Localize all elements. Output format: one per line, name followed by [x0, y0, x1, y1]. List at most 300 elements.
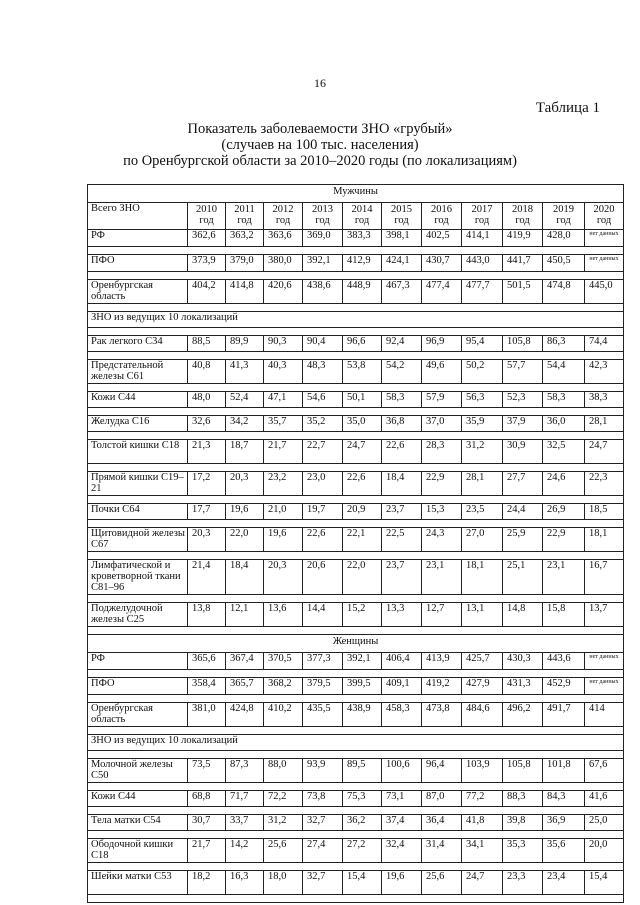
value-cell: 452,9: [543, 678, 585, 695]
value-cell: 15,4: [585, 871, 624, 895]
year-unit: год: [199, 215, 214, 226]
row-name: Прямой кишки С19–21: [88, 472, 188, 496]
row-gap-cell: [88, 520, 624, 528]
row-name: Толстой кишки С18: [88, 440, 188, 464]
value-cell: 414,1: [462, 230, 503, 247]
value-cell: 31,2: [462, 440, 503, 464]
value-cell-no-data: нет данных: [585, 678, 624, 695]
year-unit: год: [275, 215, 291, 226]
value-cell: 36,9: [543, 815, 585, 831]
value-cell: 34,2: [226, 416, 264, 432]
value-cell: 501,5: [503, 280, 543, 304]
value-cell: 431,3: [503, 678, 543, 695]
value-cell-no-data: нет данных: [585, 255, 624, 272]
row-gap: [88, 695, 624, 703]
row-name: Щитовидной железы С67: [88, 528, 188, 552]
row-gap-cell: [88, 352, 624, 360]
value-cell: 90,3: [264, 336, 303, 352]
value-cell: 73,8: [303, 791, 343, 807]
value-cell: 420,6: [264, 280, 303, 304]
title-line-1: Показатель заболеваемости ЗНО «грубый»: [187, 121, 453, 137]
year-value: 2015: [391, 204, 412, 215]
table-row: [88, 360, 624, 384]
table-body: [88, 185, 624, 903]
value-cell: 402,5: [422, 230, 462, 247]
value-cell: 12,1: [226, 603, 264, 627]
value-cell: 48,0: [188, 392, 226, 408]
row-gap-cell: [88, 831, 624, 839]
column-header-row: [88, 203, 624, 230]
table-row: [88, 472, 624, 496]
value-cell: 53,8: [343, 360, 382, 384]
value-cell: 24,7: [343, 440, 382, 464]
value-cell: 24,4: [503, 504, 543, 520]
value-cell: 22,7: [303, 440, 343, 464]
value-cell: 13,6: [264, 603, 303, 627]
value-cell: 21,4: [188, 560, 226, 595]
value-cell: 27,0: [462, 528, 503, 552]
row-gap-cell: [88, 247, 624, 255]
value-cell: 41,8: [462, 815, 503, 831]
table-row: [88, 440, 624, 464]
table-row: [88, 653, 624, 670]
table-row: [88, 791, 624, 807]
value-cell: 419,9: [503, 230, 543, 247]
value-cell: 458,3: [382, 703, 422, 727]
value-cell: 100,6: [382, 759, 422, 783]
section-title: Женщины: [88, 635, 624, 653]
row-name: Ободочной кишки С18: [88, 839, 188, 863]
value-cell: 18,4: [226, 560, 264, 595]
row-name: Лимфатической и кроветворной ткани С81–96: [88, 560, 188, 595]
value-cell: 36,8: [382, 416, 422, 432]
header-year-2016: [422, 203, 462, 230]
value-cell: 75,3: [343, 791, 382, 807]
year-unit: год: [434, 215, 449, 226]
value-cell: 14,4: [303, 603, 343, 627]
value-cell: 424,8: [226, 703, 264, 727]
year-value: 2011: [234, 204, 255, 215]
value-cell: 22,0: [226, 528, 264, 552]
value-cell: 32,5: [543, 440, 585, 464]
value-cell: 21,3: [188, 440, 226, 464]
value-cell: 36,2: [343, 815, 382, 831]
year-unit: год: [315, 215, 330, 226]
row-gap-cell: [88, 895, 624, 903]
value-cell: 27,2: [343, 839, 382, 863]
value-cell: 399,5: [343, 678, 382, 695]
value-cell: 367,4: [226, 653, 264, 670]
value-cell: 19,7: [303, 504, 343, 520]
value-cell: 33,7: [226, 815, 264, 831]
row-name: ПФО: [88, 678, 188, 695]
value-cell: 30,7: [188, 815, 226, 831]
value-cell: 430,3: [503, 653, 543, 670]
value-cell: 90,4: [303, 336, 343, 352]
value-cell: 35,7: [264, 416, 303, 432]
title-line-2: (случаев на 100 тыс. населения): [221, 137, 419, 153]
value-cell: 74,4: [585, 336, 624, 352]
table-row: [88, 336, 624, 352]
value-cell: 23,1: [543, 560, 585, 595]
value-cell: 103,9: [462, 759, 503, 783]
value-cell: 20,6: [303, 560, 343, 595]
value-cell: 71,7: [226, 791, 264, 807]
table-row: [88, 280, 624, 304]
row-gap: [88, 751, 624, 759]
value-cell: 22,9: [543, 528, 585, 552]
value-cell: 414,8: [226, 280, 264, 304]
value-cell: 18,1: [462, 560, 503, 595]
value-cell: 373,9: [188, 255, 226, 272]
value-cell: 18,0: [264, 871, 303, 895]
row-name: Предстательной железы С61: [88, 360, 188, 384]
row-name: Желудка С16: [88, 416, 188, 432]
row-gap: [88, 496, 624, 504]
value-cell: 32,7: [303, 815, 343, 831]
header-year-2020: [585, 203, 624, 230]
value-cell: 414: [585, 703, 624, 727]
value-cell: 450,5: [543, 255, 585, 272]
value-cell: 20,3: [188, 528, 226, 552]
year-value: 2014: [351, 204, 373, 215]
year-value: 2020: [593, 204, 615, 215]
value-cell: 398,1: [382, 230, 422, 247]
value-cell: 89,5: [343, 759, 382, 783]
value-cell: 73,5: [188, 759, 226, 783]
value-cell: 105,8: [503, 336, 543, 352]
row-gap-cell: [88, 863, 624, 871]
value-cell: 392,1: [303, 255, 343, 272]
row-gap: [88, 247, 624, 255]
row-gap-cell: [88, 807, 624, 815]
row-gap: [88, 552, 624, 560]
value-cell: 392,1: [343, 653, 382, 670]
value-cell: 88,0: [264, 759, 303, 783]
value-cell: 68,8: [188, 791, 226, 807]
value-cell: 87,3: [226, 759, 264, 783]
year-unit: год: [474, 215, 490, 226]
value-cell: 35,9: [462, 416, 503, 432]
subsection-title: ЗНО из ведущих 10 локализаций: [88, 312, 624, 328]
value-cell: 20,3: [226, 472, 264, 496]
value-cell: 381,0: [188, 703, 226, 727]
row-gap: [88, 384, 624, 392]
value-cell: 496,2: [503, 703, 543, 727]
table-row: [88, 392, 624, 408]
value-cell: 35,0: [343, 416, 382, 432]
section-title: Мужчины: [88, 185, 624, 203]
title-line-3: по Оренбургской области за 2010–2020 годы (по локализациям): [123, 153, 517, 169]
value-cell: 35,6: [543, 839, 585, 863]
value-cell: 89,9: [226, 336, 264, 352]
value-cell: 428,0: [543, 230, 585, 247]
row-name: Молочной железы С50: [88, 759, 188, 783]
value-cell: 484,6: [462, 703, 503, 727]
row-gap-cell: [88, 408, 624, 416]
value-cell: 377,3: [303, 653, 343, 670]
value-cell: 16,7: [585, 560, 624, 595]
row-gap-cell: [88, 304, 624, 312]
value-cell: 25,1: [503, 560, 543, 595]
value-cell: 40,8: [188, 360, 226, 384]
value-cell: 87,0: [422, 791, 462, 807]
value-cell: 18,7: [226, 440, 264, 464]
row-gap-cell: [88, 595, 624, 603]
value-cell: 48,3: [303, 360, 343, 384]
row-gap-cell: [88, 751, 624, 759]
row-gap: [88, 328, 624, 336]
value-cell-no-data: нет данных: [585, 230, 624, 247]
value-cell: 21,7: [188, 839, 226, 863]
row-gap-cell: [88, 272, 624, 280]
value-cell: 17,2: [188, 472, 226, 496]
row-gap-cell: [88, 496, 624, 504]
table-row: [88, 815, 624, 831]
value-cell: 25,6: [264, 839, 303, 863]
row-gap: [88, 670, 624, 678]
table-row: [88, 230, 624, 247]
value-cell: 409,1: [382, 678, 422, 695]
value-cell: 28,3: [422, 440, 462, 464]
value-cell: 22,0: [343, 560, 382, 595]
year-value: 2017: [471, 204, 493, 215]
value-cell: 52,4: [226, 392, 264, 408]
value-cell: 34,1: [462, 839, 503, 863]
row-name: Поджелудочной железы С25: [88, 603, 188, 627]
value-cell: 42,3: [585, 360, 624, 384]
row-gap: [88, 432, 624, 440]
subsection-title: ЗНО из ведущих 10 локализаций: [88, 735, 624, 751]
value-cell: 35,3: [503, 839, 543, 863]
row-gap: [88, 783, 624, 791]
row-name: Оренбургская область: [88, 280, 188, 304]
header-year-2015: [382, 203, 422, 230]
table-caption: Таблица 1: [535, 100, 600, 116]
row-gap: [88, 831, 624, 839]
value-cell: 425,7: [462, 653, 503, 670]
value-cell: 38,3: [585, 392, 624, 408]
value-cell: 410,2: [264, 703, 303, 727]
value-cell: 101,8: [543, 759, 585, 783]
value-cell: 15,4: [343, 871, 382, 895]
header-year-2019: [543, 203, 585, 230]
year-unit: год: [394, 215, 409, 226]
value-cell: 448,9: [343, 280, 382, 304]
value-cell: 473,8: [422, 703, 462, 727]
value-cell: 105,8: [503, 759, 543, 783]
row-gap: [88, 304, 624, 312]
value-cell: 419,2: [422, 678, 462, 695]
row-gap-cell: [88, 328, 624, 336]
value-cell: 22,9: [422, 472, 462, 496]
incidence-table: [87, 184, 624, 903]
row-gap-cell: [88, 627, 624, 635]
value-cell: 22,5: [382, 528, 422, 552]
value-cell: 72,2: [264, 791, 303, 807]
section-header-row: [88, 185, 624, 203]
value-cell: 22,6: [303, 528, 343, 552]
row-gap: [88, 408, 624, 416]
header-label: Всего ЗНО: [88, 203, 188, 230]
year-unit: год: [556, 215, 571, 226]
value-cell: 27,4: [303, 839, 343, 863]
value-cell: 363,6: [264, 230, 303, 247]
value-cell: 47,1: [264, 392, 303, 408]
value-cell: 96,9: [422, 336, 462, 352]
row-gap-cell: [88, 727, 624, 735]
table-row: [88, 678, 624, 695]
value-cell: 15,2: [343, 603, 382, 627]
value-cell: 477,7: [462, 280, 503, 304]
row-gap: [88, 727, 624, 735]
row-gap-cell: [88, 695, 624, 703]
value-cell: 57,7: [503, 360, 543, 384]
value-cell: 19,6: [382, 871, 422, 895]
row-name: Шейки матки С53: [88, 871, 188, 895]
header-year-2018: [503, 203, 543, 230]
value-cell: 424,1: [382, 255, 422, 272]
value-cell: 362,6: [188, 230, 226, 247]
value-cell: 25,9: [503, 528, 543, 552]
value-cell: 379,0: [226, 255, 264, 272]
table-row: [88, 416, 624, 432]
row-gap: [88, 464, 624, 472]
value-cell: 427,9: [462, 678, 503, 695]
value-cell: 54,4: [543, 360, 585, 384]
table-row: [88, 560, 624, 595]
value-cell: 24,7: [462, 871, 503, 895]
value-cell: 32,4: [382, 839, 422, 863]
value-cell: 39,8: [503, 815, 543, 831]
header-year-2011: [226, 203, 264, 230]
row-gap: [88, 807, 624, 815]
value-cell: 23,5: [462, 504, 503, 520]
value-cell: 12,7: [422, 603, 462, 627]
value-cell: 54,6: [303, 392, 343, 408]
value-cell: 445,0: [585, 280, 624, 304]
value-cell: 93,9: [303, 759, 343, 783]
value-cell: 26,9: [543, 504, 585, 520]
value-cell: 57,9: [422, 392, 462, 408]
row-gap-cell: [88, 464, 624, 472]
row-name: Почки С64: [88, 504, 188, 520]
value-cell: 406,4: [382, 653, 422, 670]
row-name: Тела матки С54: [88, 815, 188, 831]
value-cell: 92,4: [382, 336, 422, 352]
value-cell: 23,2: [264, 472, 303, 496]
row-gap: [88, 895, 624, 903]
value-cell: 56,3: [462, 392, 503, 408]
value-cell: 13,8: [188, 603, 226, 627]
header-year-2014: [343, 203, 382, 230]
value-cell: 412,9: [343, 255, 382, 272]
section-header-row: [88, 635, 624, 653]
value-cell: 24,6: [543, 472, 585, 496]
value-cell: 25,6: [422, 871, 462, 895]
value-cell: 96,4: [422, 759, 462, 783]
value-cell: 37,9: [503, 416, 543, 432]
value-cell: 37,4: [382, 815, 422, 831]
row-gap-cell: [88, 432, 624, 440]
value-cell: 14,2: [226, 839, 264, 863]
table-row: [88, 703, 624, 727]
value-cell: 370,5: [264, 653, 303, 670]
value-cell: 25,0: [585, 815, 624, 831]
value-cell: 404,2: [188, 280, 226, 304]
value-cell: 491,7: [543, 703, 585, 727]
value-cell: 77,2: [462, 791, 503, 807]
row-name: Рак легкого С34: [88, 336, 188, 352]
value-cell: 435,5: [303, 703, 343, 727]
row-name: Кожи С44: [88, 392, 188, 408]
value-cell: 20,0: [585, 839, 624, 863]
value-cell: 18,2: [188, 871, 226, 895]
value-cell: 18,5: [585, 504, 624, 520]
value-cell: 365,6: [188, 653, 226, 670]
value-cell: 443,6: [543, 653, 585, 670]
value-cell: 413,9: [422, 653, 462, 670]
row-name: РФ: [88, 230, 188, 247]
value-cell: 368,2: [264, 678, 303, 695]
table-row: [88, 528, 624, 552]
value-cell: 430,7: [422, 255, 462, 272]
value-cell: 32,6: [188, 416, 226, 432]
value-cell: 380,0: [264, 255, 303, 272]
row-gap: [88, 627, 624, 635]
value-cell: 73,1: [382, 791, 422, 807]
value-cell: 443,0: [462, 255, 503, 272]
value-cell: 40,3: [264, 360, 303, 384]
table-row: [88, 504, 624, 520]
value-cell: 58,3: [382, 392, 422, 408]
value-cell: 31,2: [264, 815, 303, 831]
value-cell: 23,4: [543, 871, 585, 895]
row-name: Оренбургская область: [88, 703, 188, 727]
row-gap: [88, 863, 624, 871]
row-gap: [88, 272, 624, 280]
value-cell: 54,2: [382, 360, 422, 384]
value-cell: 27,7: [503, 472, 543, 496]
value-cell: 22,1: [343, 528, 382, 552]
value-cell: 49,6: [422, 360, 462, 384]
value-cell: 37,0: [422, 416, 462, 432]
value-cell: 21,0: [264, 504, 303, 520]
value-cell: 88,5: [188, 336, 226, 352]
value-cell: 441,7: [503, 255, 543, 272]
value-cell: 14,8: [503, 603, 543, 627]
value-cell: 23,0: [303, 472, 343, 496]
value-cell: 28,1: [585, 416, 624, 432]
row-gap: [88, 520, 624, 528]
table-row: [88, 839, 624, 863]
row-gap-cell: [88, 384, 624, 392]
value-cell: 36,4: [422, 815, 462, 831]
value-cell: 379,5: [303, 678, 343, 695]
value-cell-no-data: нет данных: [585, 653, 624, 670]
table-row: [88, 759, 624, 783]
year-unit: год: [596, 215, 612, 226]
row-name: Кожи С44: [88, 791, 188, 807]
value-cell: 22,6: [343, 472, 382, 496]
value-cell: 24,3: [422, 528, 462, 552]
year-value: 2018: [512, 204, 533, 215]
value-cell: 24,7: [585, 440, 624, 464]
table-title: [0, 121, 640, 169]
value-cell: 474,8: [543, 280, 585, 304]
value-cell: 383,3: [343, 230, 382, 247]
year-unit: год: [354, 215, 370, 226]
